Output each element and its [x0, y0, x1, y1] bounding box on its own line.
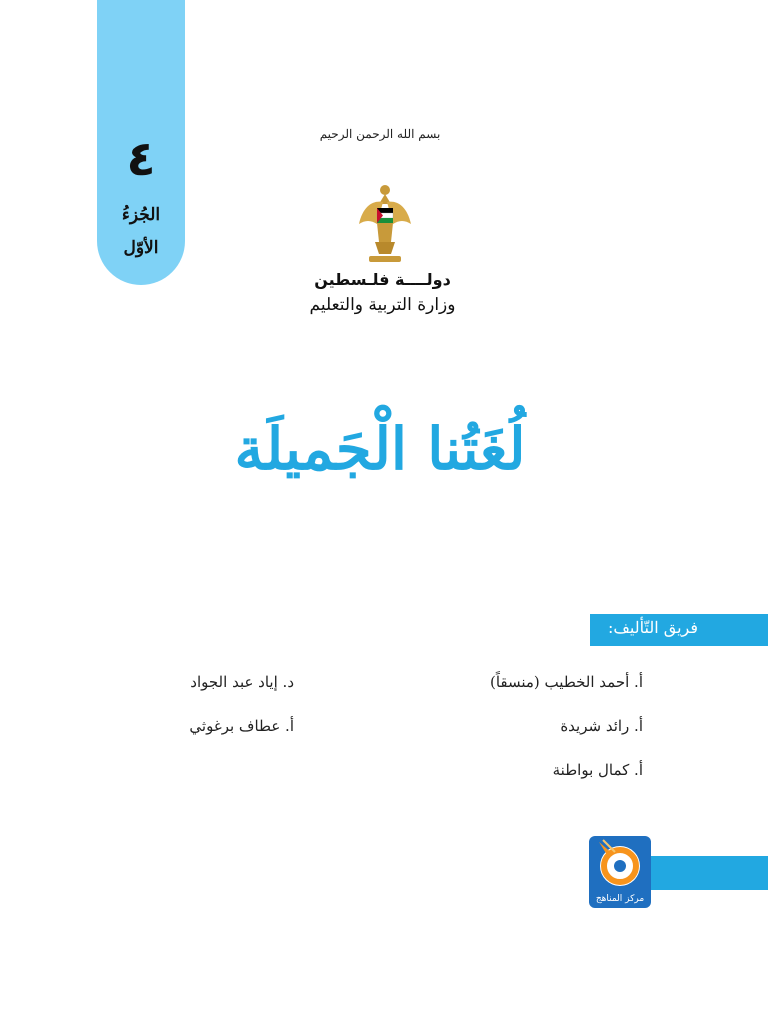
basmala: بسم الله الرحمن الرحيم	[319, 127, 441, 141]
author-name: أ. كمال بواطنة	[552, 761, 643, 779]
author-name: أ. عطاف برغوثي	[189, 717, 294, 735]
palestine-eagle-emblem-icon	[355, 180, 415, 270]
part-label-line2: الأوّل	[123, 238, 159, 258]
publisher-band	[648, 856, 768, 890]
publisher-logo-text: مركز المناهج	[595, 894, 645, 904]
part-label-line1: الجُزءُ	[121, 205, 161, 225]
book-title: لُغَتُنا الْجَميلَة	[234, 415, 526, 483]
ministry-name: وزارة التربية والتعليم	[309, 295, 456, 315]
author-team-band	[590, 614, 768, 646]
author-name: أ. رائد شريدة	[560, 717, 643, 735]
grade-tab	[97, 0, 185, 285]
author-name: أ. أحمد الخطيب (منسقاً)	[489, 673, 643, 691]
curriculum-center-logo	[589, 836, 651, 908]
state-name: دولــــة فلـسطين	[314, 270, 451, 289]
author-team-label: فريق التّأليف:	[607, 618, 698, 637]
grade-number: ٤	[126, 131, 156, 187]
author-name: د. إياد عبد الجواد	[190, 673, 294, 691]
